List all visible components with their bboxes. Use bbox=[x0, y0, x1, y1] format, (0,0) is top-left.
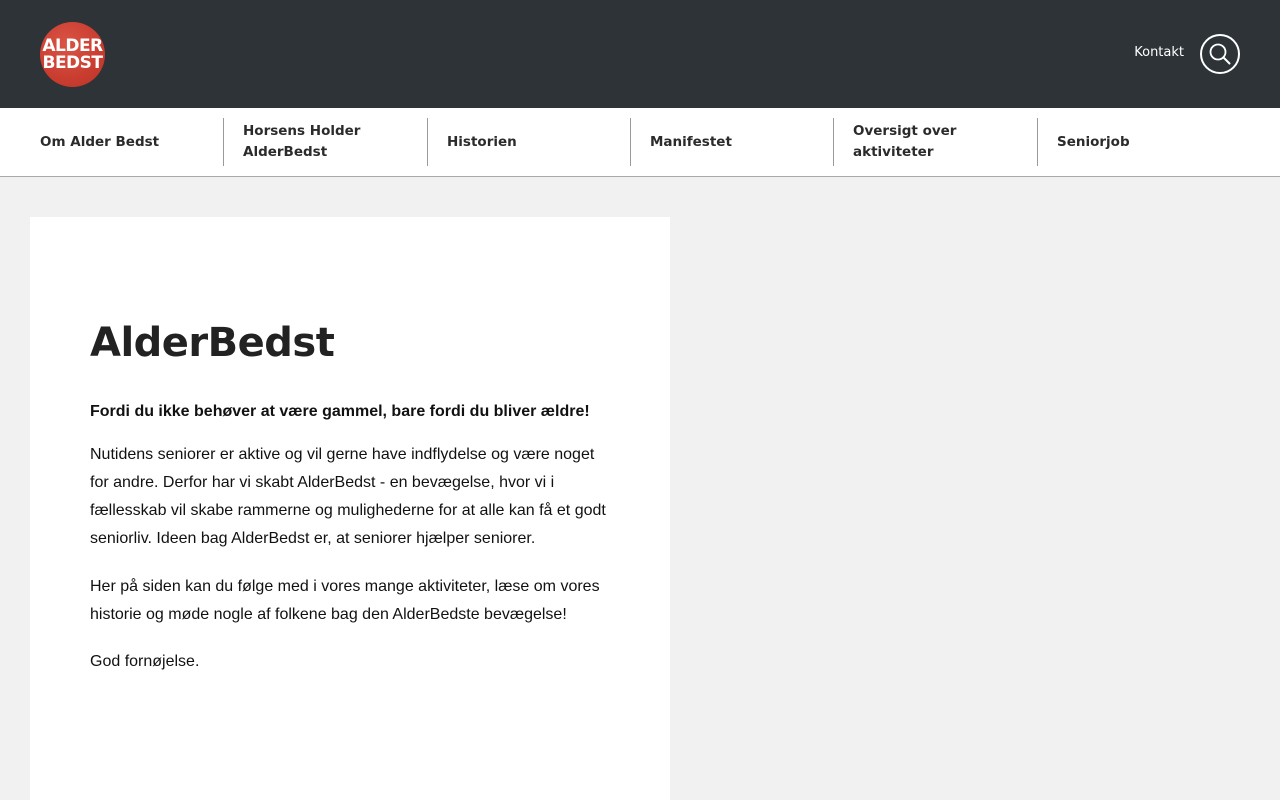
nav-item-seniorjob[interactable]: Seniorjob bbox=[1057, 133, 1130, 150]
nav-divider bbox=[427, 118, 428, 166]
nav-divider bbox=[833, 118, 834, 166]
page-title: AlderBedst bbox=[90, 320, 335, 366]
logo-text-bottom: BEDST bbox=[42, 52, 103, 73]
nav-divider bbox=[223, 118, 224, 166]
search-button[interactable] bbox=[1200, 34, 1240, 74]
logo-text-top: ALDER bbox=[42, 35, 103, 56]
nav-item-om-alder-bedst[interactable]: Om Alder Bedst bbox=[40, 133, 160, 150]
main-navigation bbox=[0, 108, 1280, 177]
nav-divider bbox=[1037, 118, 1038, 166]
nav-divider bbox=[630, 118, 631, 166]
intro-card bbox=[30, 217, 670, 800]
nav-item-historien[interactable]: Historien bbox=[447, 133, 517, 150]
intro-paragraph: Her på siden kan du følge med i vores mange aktiviteter, læse om vores historie og møde nogle af folkene bag den AlderBedste bevægelse! bbox=[90, 578, 600, 623]
lead-text: Fordi du ikke behøver at være gammel, bare fordi du bliver ældre! bbox=[90, 403, 590, 420]
contact-link[interactable]: Kontakt bbox=[1134, 45, 1184, 60]
closing-paragraph: God fornøjelse. bbox=[90, 653, 200, 670]
nav-item-manifestet[interactable]: Manifestet bbox=[650, 133, 732, 150]
nav-item-horsens-holder-alderbedst[interactable]: Horsens Holder AlderBedst bbox=[243, 123, 361, 160]
alderbedst-logo[interactable] bbox=[40, 22, 105, 87]
search-icon bbox=[1208, 42, 1232, 66]
intro-paragraph: Nutidens seniorer er aktive og vil gerne have indflydelse og være noget for andre. Derfor har vi skabt AlderBedst - en bevægelse, hvor vi i fællesskab vil skabe rammerne og mulighederne for at alle kan få et godt seniorliv. Ideen bag AlderBedst er, at seniorer hjælper seniorer. bbox=[90, 446, 606, 547]
site-header bbox=[0, 0, 1280, 108]
nav-item-oversigt-over-aktiviteter[interactable]: Oversigt over aktiviteter bbox=[853, 123, 957, 160]
